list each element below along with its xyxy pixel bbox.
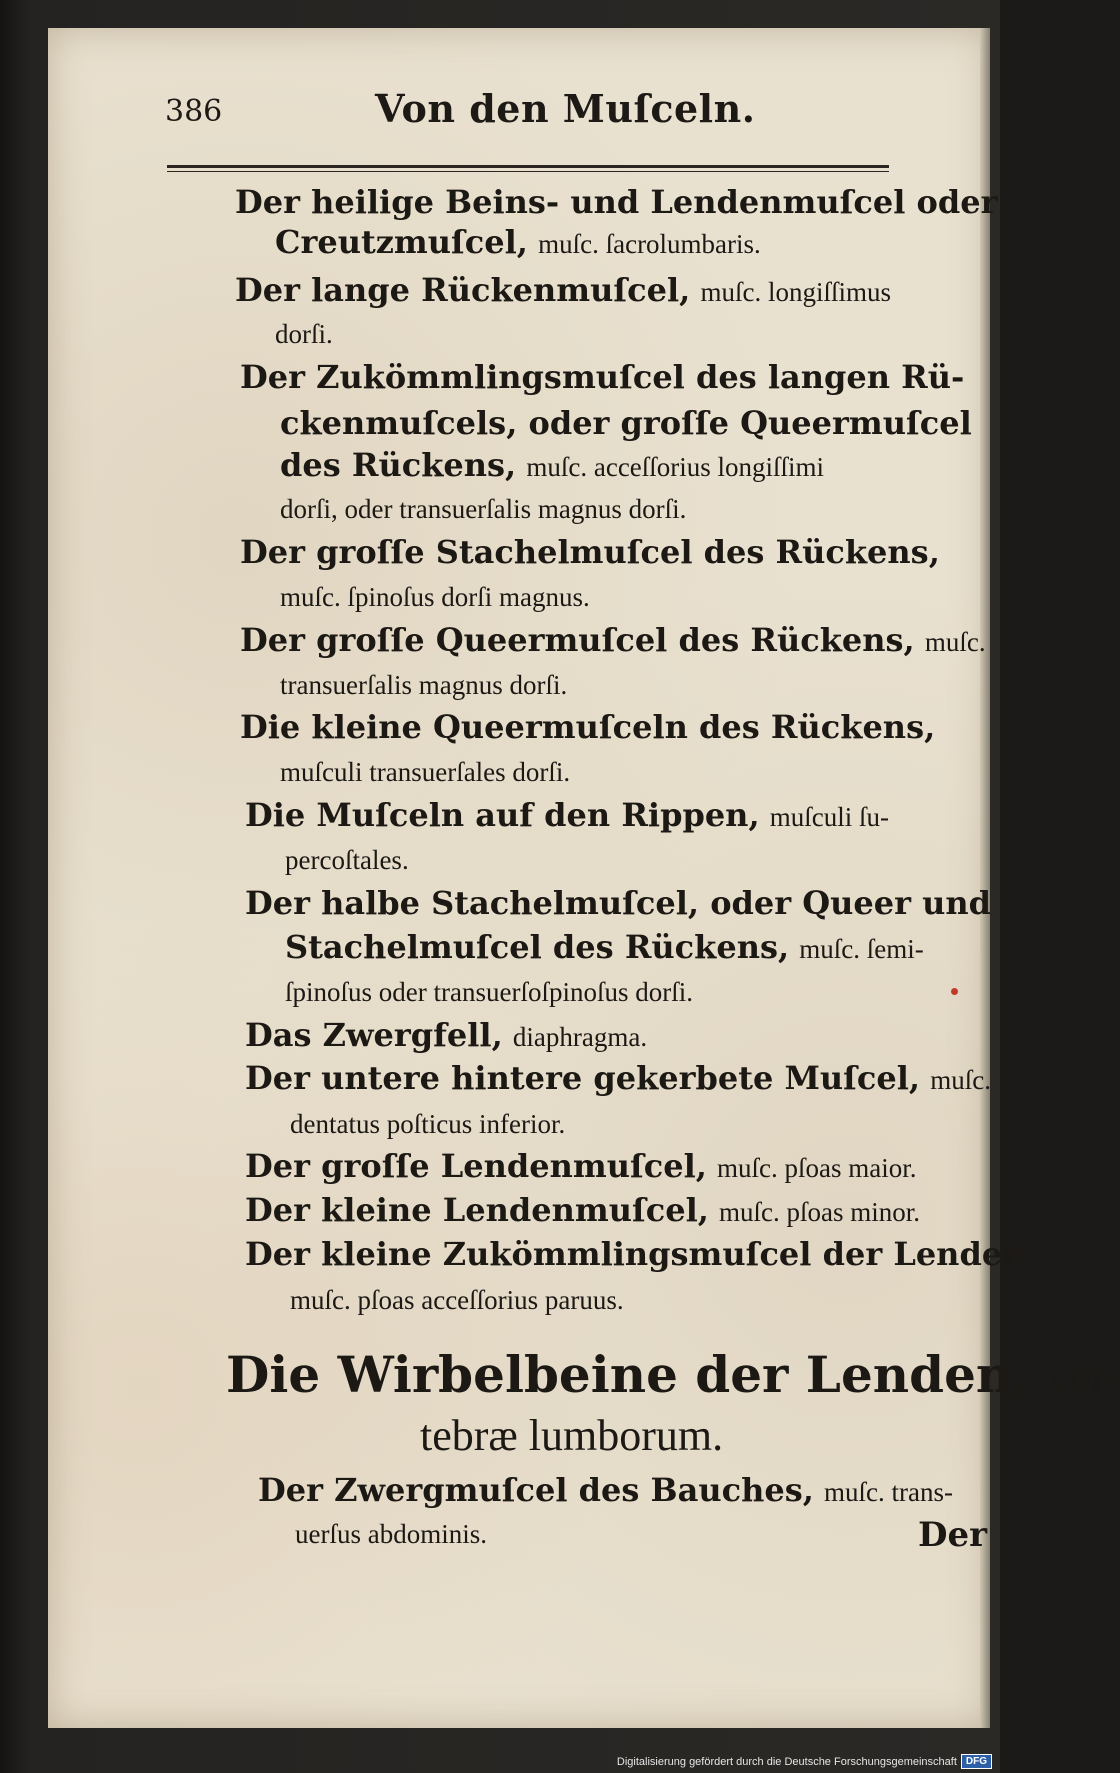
entry-line: ckenmuſcels, oder groſſe Queermuſcel <box>280 404 972 442</box>
entry-line: Der halbe Stachelmuſcel, oder Queer und <box>245 884 992 922</box>
entry-line: Der untere hintere gekerbete Muſcel, muſc. <box>245 1059 991 1097</box>
entry-line: transuerſalis magnus dorſi. <box>280 670 568 700</box>
entry-line: ſpinoſus oder transuerſoſpinoſus dorſi. <box>285 977 693 1007</box>
entry-line: muſculi transuerſales dorſi. <box>280 757 571 787</box>
ink-mark <box>951 988 958 995</box>
section-heading-la-cont: tebræ lumborum. <box>420 1411 724 1460</box>
entry-line: Das Zwergfell, diaphragma. <box>245 1016 648 1054</box>
entry-line: dentatus poſticus inferior. <box>290 1109 566 1139</box>
digitization-footer <box>617 1754 992 1769</box>
entry-line: Stachelmuſcel des Rückens, muſc. ſemi- <box>285 928 924 966</box>
entry-line: Der lange Rückenmuſcel, muſc. longiſſimus <box>235 271 891 309</box>
entry-line: Der kleine Zukömmlingsmuſcel der Lenden, <box>245 1235 1037 1273</box>
entry-line: Der groſſe Stachelmuſcel des Rückens, <box>240 533 940 571</box>
section-heading-la: ver- <box>1047 1351 1120 1402</box>
dfg-logo: DFG <box>961 1754 992 1769</box>
head-rule <box>167 165 889 168</box>
catchword: Der <box>918 1515 988 1555</box>
entry-line: Der Zukömmlingsmuſcel des langen Rü- <box>240 358 965 396</box>
entry-line: Die kleine Queermuſceln des Rückens, <box>240 708 936 746</box>
entry-line: percoſtales. <box>285 845 409 875</box>
entry-line: dorſi, oder transuerſalis magnus dorſi. <box>280 494 687 524</box>
entry-line: muſc. ſpinoſus dorſi magnus. <box>280 582 590 612</box>
footer-credit: Digitalisierung gefördert durch die Deutsche Forschungsgemeinschaft <box>616 1755 957 1768</box>
entry-line: Creutzmuſcel, muſc. ſacrolumbaris. <box>275 223 761 261</box>
page-edge <box>980 28 990 1728</box>
entry-line: dorſi. <box>275 319 333 349</box>
entry-line: Der groſſe Lendenmuſcel, muſc. pſoas maior. <box>245 1147 917 1185</box>
entry-line: Der Zwergmuſcel des Bauches, muſc. trans- <box>258 1471 953 1509</box>
section-heading-de: Die Wirbelbeine der Lenden, <box>226 1345 1030 1404</box>
entry-line: Der kleine Lendenmuſcel, muſc. pſoas minor. <box>245 1191 921 1229</box>
section-heading <box>226 1345 1120 1404</box>
entry-line: des Rückens, muſc. acceſſorius longiſſimi <box>280 446 825 484</box>
entry-line: Der groſſe Queermuſcel des Rückens, muſc. <box>240 621 986 659</box>
entry-line: Die Muſceln auf den Rippen, muſculi ſu- <box>245 796 889 834</box>
entry-line: muſc. pſoas acceſſorius paruus. <box>290 1285 624 1315</box>
head-rule-thin <box>167 171 889 172</box>
page-number: 386 <box>165 94 223 129</box>
entry-line: uerſus abdominis. <box>295 1519 487 1549</box>
running-title: Von den Muſceln. <box>375 86 756 131</box>
running-head <box>165 80 885 140</box>
entry-line: Der heilige Beins- und Lendenmuſcel oder <box>235 183 998 221</box>
